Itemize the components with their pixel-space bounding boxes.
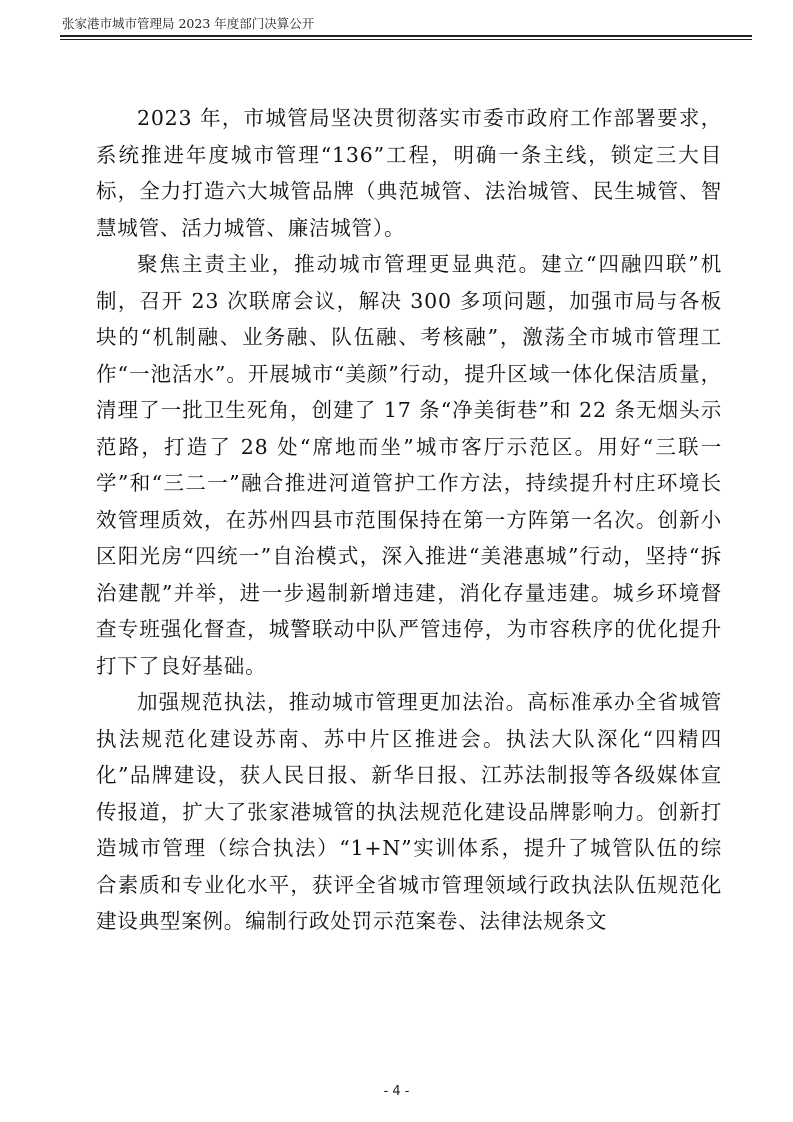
header-divider-thin	[60, 39, 752, 40]
page-header: 张家港市城市管理局 2023 年度部门决算公开	[62, 16, 315, 31]
paragraph-typical-management: 聚焦主责主业，推动城市管理更显典范。建立“四融四联”机制，召开 23 次联席会议，解决 300 多项问题，加强市局与各板块的“机制融、业务融、队伍融、考核融”，激荡全市城市管理工作“一池活水”。开展城市“美颜”行动，提升区域一体化保洁质量，清理了一批卫生死角，创建了 17 条“净美街巷”和 22 条无烟头示范路，打造了 28 处“席地而坐”城市客厅示范区。用好“三联一学”和“三二一”融合推进河道管护工作方法，持续提升村庄环境长效管理质效，在苏州四县市范围保持在第一方阵第一名次。创新小区阳光房“四统一”自治模式，深入推进“美港惠城”行动，坚持“拆治建靓”并举，进一步遏制新增违建，消化存量违建。城乡环境督查专班强化督查，城警联动中队严管违停，为市容秩序的优化提升打下了良好基础。	[96, 252, 722, 678]
paragraph-intro: 2023 年，市城管局坚决贯彻落实市委市政府工作部署要求，系统推进年度城市管理“136”工程，明确一条主线，锁定三大目标，全力打造六大城管品牌（典范城管、法治城管、民生城管、智慧城管、活力城管、廉洁城管）。	[96, 106, 722, 240]
header-divider	[60, 35, 752, 37]
paragraph-law-enforcement: 加强规范执法，推动城市管理更加法治。高标准承办全省城管执法规范化建设苏南、苏中片区推进会。执法大队深化“四精四化”品牌建设，获人民日报、新华日报、江苏法制报等各级媒体宣传报道，扩大了张家港城管的执法规范化建设品牌影响力。创新打造城市管理（综合执法）“1+N”实训体系，提升了城管队伍的综合素质和专业化水平，获评全省城市管理领域行政执法队伍规范化建设典型案例。编制行政处罚示范案卷、法律法规条文	[96, 690, 722, 933]
document-body	[96, 100, 722, 940]
page-number: - 4 -	[383, 1084, 410, 1099]
